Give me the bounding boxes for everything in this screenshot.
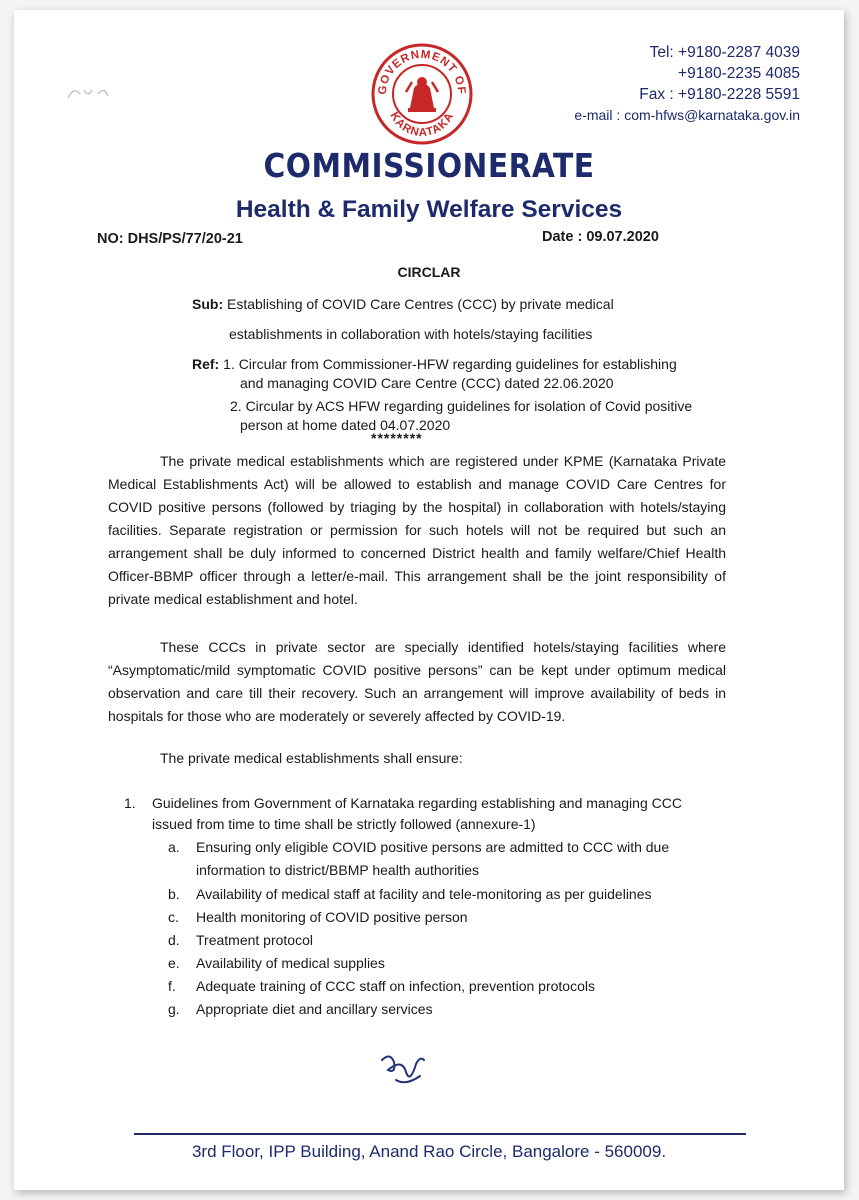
paragraph-1: The private medical establishments which are registered under KPME (Karnataka Private Medical Establishments Act) will be allowed to establish and manage COVID Care Centres for COVID positive persons (followed by triaging by the hospital) in collaboration with hotels/staying facilities. Separate registration or permission for such hotels will not be required but such an arrangement shall be duly informed to concerned District health and family welfare/Chief Health Officer-BBMP officer through a letter/e-mail. This arrangement shall be the joint responsibility of private medical establishment and hotel. [108, 453, 726, 607]
list-item-1-line-2: issued from time to time shall be strictly followed (annexure-1) [152, 816, 536, 832]
page-subtitle: Health & Family Welfare Services [235, 196, 623, 223]
sub-list-item: c. Health monitoring of COVID positive person [168, 906, 468, 929]
signature-icon [376, 1050, 430, 1090]
sub-list-item: f. Adequate training of CCC staff on infection, prevention protocols [168, 975, 595, 998]
document-type-heading: CIRCLAR [397, 264, 461, 280]
government-seal-icon [370, 42, 474, 146]
svg-text:KARNATAKA [388, 110, 457, 139]
paragraph-2: These CCCs in private sector are specially identified hotels/staying facilities where “Asymptomatic/mild symptomatic COVID positive persons” can be kept under optimum medical observation and care till their recovery. Such an arrangement will improve availability of beds in hospitals for those who are moderately or severely affected by COVID-19. [108, 639, 726, 724]
footer-address: 3rd Floor, IPP Building, Anand Rao Circle, Bangalore - 560009. [191, 1142, 667, 1161]
sub-list-item: b. Availability of medical staff at facility and tele-monitoring as per guidelines [168, 883, 652, 906]
list-item-1: 1. Guidelines from Government of Karnataka regarding establishing and managing CCC [124, 792, 682, 815]
sub-list-marker: e. [168, 955, 180, 971]
contact-block [574, 42, 800, 126]
seal-bottom-text: KARNATAKA [387, 110, 457, 140]
sub-list-item: e. Availability of medical supplies [168, 952, 385, 975]
sub-list-marker: c. [168, 909, 179, 925]
sub-list-marker: f. [168, 978, 176, 994]
paragraph-3: The private medical establishments shall ensure: [160, 750, 463, 766]
fax-number: Fax : +9180-2228 5591 [639, 86, 800, 103]
sub-list-item: a. Ensuring only eligible COVID positive persons are admitted to CCC with due information to district/BBMP health authorities [168, 836, 669, 882]
reference-number: NO: DHS/PS/77/20-21 [97, 231, 243, 247]
telephone-2: +9180-2235 4085 [678, 65, 800, 82]
subject-line-2: establishments in collaboration with hotels/staying facilities [229, 326, 593, 342]
page-title: COMMISSIONERATE [263, 146, 595, 185]
sub-list-marker: b. [168, 886, 180, 902]
circular-date: Date : 09.07.2020 [542, 229, 659, 245]
list-marker: 1. [124, 795, 136, 811]
reference-2-line-2: person at home dated 04.07.2020 [240, 417, 451, 433]
reference-2: 2. Circular by ACS HFW regarding guidelines for isolation of Covid positive [230, 398, 693, 414]
sub-list-marker: a. [168, 839, 180, 855]
reference-label: Ref: [192, 356, 220, 372]
sub-list-marker: g. [168, 1001, 180, 1017]
sub-list-item: g. Appropriate diet and ancillary services [168, 998, 433, 1021]
separator-stars: ******** [371, 430, 423, 446]
sub-list-item-line-2: information to district/BBMP health authorities [196, 862, 479, 878]
subject-label: Sub: [192, 296, 224, 312]
subject-line-1: Sub: Establishing of COVID Care Centres (CCC) by private medical [192, 296, 614, 312]
seal-top-text: GOVERNMENT OF [376, 48, 468, 96]
telephone-1: Tel: +9180-2287 4039 [649, 44, 800, 61]
reference-1: Ref: 1. Circular from Commissioner-HFW regarding guidelines for establishing [192, 356, 677, 372]
sub-list-marker: d. [168, 932, 180, 948]
footer-divider [134, 1133, 746, 1135]
pencil-mark-icon [64, 80, 116, 104]
reference-1-line-2: and managing COVID Care Centre (CCC) dated 22.06.2020 [240, 375, 614, 391]
circular-page [14, 10, 844, 1190]
email-address: e-mail : com-hfws@karnataka.gov.in [574, 107, 800, 123]
sub-list-item: d. Treatment protocol [168, 929, 313, 952]
